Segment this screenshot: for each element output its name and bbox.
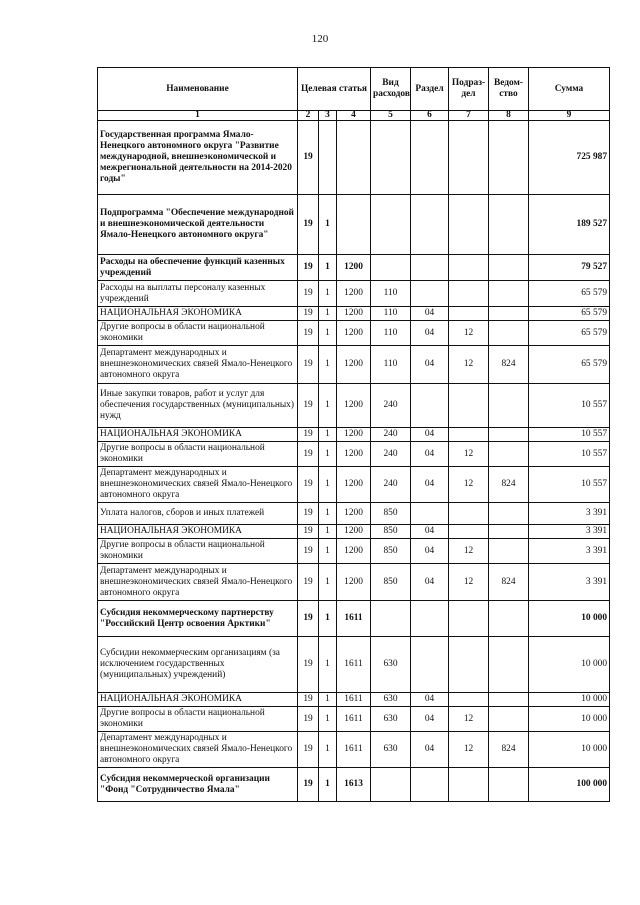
- page-number: 120: [311, 33, 329, 45]
- amount-cell: 10 557: [529, 442, 610, 467]
- expense-type-cell: 110: [371, 307, 411, 321]
- section-cell: [411, 637, 449, 693]
- target-subprogram-cell: 1: [319, 525, 337, 539]
- target-program-cell: 19: [298, 768, 319, 802]
- table-row: [98, 707, 610, 732]
- subsection-cell: [449, 503, 489, 525]
- expense-type-cell: 240: [371, 467, 411, 503]
- target-direction-cell: 1200: [337, 467, 371, 503]
- table-row: [98, 307, 610, 321]
- subsection-cell: [449, 525, 489, 539]
- column-number: 6: [411, 111, 449, 121]
- target-direction-cell: 1200: [337, 525, 371, 539]
- amount-cell: 10 000: [529, 693, 610, 707]
- section-cell: 04: [411, 321, 449, 346]
- target-direction-cell: 1200: [337, 428, 371, 442]
- section-cell: [411, 121, 449, 195]
- target-direction-cell: [337, 121, 371, 195]
- row-name-cell: Департамент международных и внешнеэкономических связей Ямало-Ненецкого автономного округа: [98, 467, 298, 503]
- expense-type-cell: [371, 601, 411, 637]
- table-row: [98, 384, 610, 428]
- target-program-cell: 19: [298, 195, 319, 255]
- subsection-cell: [449, 768, 489, 802]
- subsection-cell: 12: [449, 442, 489, 467]
- header-subsection: Подраз-дел: [449, 68, 489, 111]
- target-program-cell: 19: [298, 307, 319, 321]
- section-cell: 04: [411, 346, 449, 384]
- column-number: 9: [529, 111, 610, 121]
- target-program-cell: 19: [298, 693, 319, 707]
- row-name-cell: НАЦИОНАЛЬНАЯ ЭКОНОМИКА: [98, 428, 298, 442]
- subsection-cell: 12: [449, 539, 489, 564]
- amount-cell: 725 987: [529, 121, 610, 195]
- row-name-cell: Иные закупки товаров, работ и услуг для обеспечения государственных (муниципальных) нужд: [98, 384, 298, 428]
- section-cell: 04: [411, 732, 449, 768]
- department-cell: [489, 307, 529, 321]
- target-subprogram-cell: 1: [319, 255, 337, 281]
- department-cell: 824: [489, 467, 529, 503]
- amount-cell: 100 000: [529, 768, 610, 802]
- expense-type-cell: 110: [371, 321, 411, 346]
- target-program-cell: 19: [298, 442, 319, 467]
- column-number: 7: [449, 111, 489, 121]
- header-amount: Сумма: [529, 68, 610, 111]
- amount-cell: 3 391: [529, 564, 610, 601]
- column-number: 1: [98, 111, 298, 121]
- target-program-cell: 19: [298, 384, 319, 428]
- table-row: [98, 525, 610, 539]
- target-direction-cell: 1200: [337, 564, 371, 601]
- row-name-cell: Уплата налогов, сборов и иных платежей: [98, 503, 298, 525]
- header-section: Раздел: [411, 68, 449, 111]
- budget-table: [97, 67, 610, 802]
- table-row: [98, 637, 610, 693]
- target-subprogram-cell: 1: [319, 281, 337, 307]
- row-name-cell: Другие вопросы в области национальной экономики: [98, 539, 298, 564]
- department-cell: 824: [489, 346, 529, 384]
- row-name-cell: НАЦИОНАЛЬНАЯ ЭКОНОМИКА: [98, 525, 298, 539]
- subsection-cell: [449, 693, 489, 707]
- target-subprogram-cell: 1: [319, 707, 337, 732]
- target-direction-cell: 1200: [337, 321, 371, 346]
- subsection-cell: 12: [449, 564, 489, 601]
- department-cell: [489, 195, 529, 255]
- subsection-cell: 12: [449, 467, 489, 503]
- target-subprogram-cell: [319, 121, 337, 195]
- expense-type-cell: 850: [371, 539, 411, 564]
- department-cell: [489, 637, 529, 693]
- target-subprogram-cell: 1: [319, 503, 337, 525]
- target-program-cell: 19: [298, 601, 319, 637]
- amount-cell: 3 391: [529, 539, 610, 564]
- expense-type-cell: 110: [371, 281, 411, 307]
- expense-type-cell: 850: [371, 503, 411, 525]
- expense-type-cell: [371, 121, 411, 195]
- amount-cell: 3 391: [529, 525, 610, 539]
- target-program-cell: 19: [298, 346, 319, 384]
- subsection-cell: [449, 428, 489, 442]
- target-subprogram-cell: 1: [319, 768, 337, 802]
- target-program-cell: 19: [298, 467, 319, 503]
- department-cell: [489, 539, 529, 564]
- department-cell: [489, 503, 529, 525]
- target-direction-cell: [337, 195, 371, 255]
- row-name-cell: Департамент международных и внешнеэкономических связей Ямало-Ненецкого автономного округа: [98, 732, 298, 768]
- header-target-article: Целевая статья: [298, 68, 371, 111]
- target-direction-cell: 1200: [337, 346, 371, 384]
- expense-type-cell: 240: [371, 428, 411, 442]
- section-cell: [411, 255, 449, 281]
- table-row: [98, 346, 610, 384]
- column-number: 2: [298, 111, 319, 121]
- section-cell: 04: [411, 428, 449, 442]
- target-subprogram-cell: 1: [319, 384, 337, 428]
- department-cell: [489, 442, 529, 467]
- table-row: [98, 442, 610, 467]
- department-cell: [489, 255, 529, 281]
- subsection-cell: 12: [449, 732, 489, 768]
- expense-type-cell: 630: [371, 637, 411, 693]
- table-row: [98, 428, 610, 442]
- row-name-cell: Другие вопросы в области национальной экономики: [98, 442, 298, 467]
- subsection-cell: [449, 255, 489, 281]
- section-cell: 04: [411, 707, 449, 732]
- amount-cell: 10 557: [529, 384, 610, 428]
- target-program-cell: 19: [298, 707, 319, 732]
- amount-cell: 10 000: [529, 601, 610, 637]
- table-body: [98, 121, 610, 802]
- table-row: [98, 281, 610, 307]
- department-cell: [489, 768, 529, 802]
- column-number: 5: [371, 111, 411, 121]
- row-name-cell: Департамент международных и внешнеэкономических связей Ямало-Ненецкого автономного округа: [98, 346, 298, 384]
- header-row: [98, 68, 610, 111]
- target-program-cell: 19: [298, 121, 319, 195]
- section-cell: 04: [411, 564, 449, 601]
- amount-cell: 65 579: [529, 307, 610, 321]
- target-subprogram-cell: 1: [319, 307, 337, 321]
- table-row: [98, 467, 610, 503]
- target-direction-cell: 1200: [337, 503, 371, 525]
- section-cell: 04: [411, 467, 449, 503]
- target-subprogram-cell: 1: [319, 321, 337, 346]
- target-direction-cell: 1611: [337, 707, 371, 732]
- target-subprogram-cell: 1: [319, 732, 337, 768]
- column-number: 3: [319, 111, 337, 121]
- section-cell: [411, 195, 449, 255]
- amount-cell: 10 000: [529, 637, 610, 693]
- section-cell: [411, 503, 449, 525]
- target-direction-cell: 1200: [337, 384, 371, 428]
- target-subprogram-cell: 1: [319, 467, 337, 503]
- expense-type-cell: 240: [371, 384, 411, 428]
- section-cell: [411, 768, 449, 802]
- target-program-cell: 19: [298, 428, 319, 442]
- subsection-cell: [449, 307, 489, 321]
- target-program-cell: 19: [298, 732, 319, 768]
- row-name-cell: Расходы на обеспечение функций казенных учреждений: [98, 255, 298, 281]
- target-program-cell: 19: [298, 503, 319, 525]
- target-program-cell: 19: [298, 637, 319, 693]
- expense-type-cell: [371, 195, 411, 255]
- department-cell: [489, 121, 529, 195]
- header-expense-type: Вид расходов: [371, 68, 411, 111]
- target-direction-cell: 1200: [337, 281, 371, 307]
- expense-type-cell: 630: [371, 693, 411, 707]
- subsection-cell: 12: [449, 346, 489, 384]
- department-cell: 824: [489, 732, 529, 768]
- table-row: [98, 564, 610, 601]
- section-cell: 04: [411, 442, 449, 467]
- amount-cell: 10 000: [529, 732, 610, 768]
- target-program-cell: 19: [298, 255, 319, 281]
- row-name-cell: Государственная программа Ямало-Ненецкого автономного округа "Развитие международной, внешнеэкономической и межрегиональной деятельности на 2014-2020 годы": [98, 121, 298, 195]
- table-row: [98, 195, 610, 255]
- section-cell: 04: [411, 539, 449, 564]
- row-name-cell: Другие вопросы в области национальной экономики: [98, 707, 298, 732]
- row-name-cell: Подпрограмма "Обеспечение международной и внешнеэкономической деятельности Ямало-Ненецкого автономного округа": [98, 195, 298, 255]
- section-cell: [411, 601, 449, 637]
- row-name-cell: НАЦИОНАЛЬНАЯ ЭКОНОМИКА: [98, 693, 298, 707]
- subsection-cell: 12: [449, 321, 489, 346]
- target-direction-cell: 1200: [337, 307, 371, 321]
- section-cell: 04: [411, 693, 449, 707]
- target-direction-cell: 1200: [337, 539, 371, 564]
- row-name-cell: Субсидия некоммерческому партнерству "Российский Центр освоения Арктики": [98, 601, 298, 637]
- amount-cell: 10 557: [529, 467, 610, 503]
- target-program-cell: 19: [298, 564, 319, 601]
- target-direction-cell: 1200: [337, 442, 371, 467]
- amount-cell: 65 579: [529, 281, 610, 307]
- target-subprogram-cell: 1: [319, 601, 337, 637]
- target-program-cell: 19: [298, 525, 319, 539]
- section-cell: [411, 384, 449, 428]
- table-row: [98, 121, 610, 195]
- target-subprogram-cell: 1: [319, 346, 337, 384]
- table-row: [98, 255, 610, 281]
- expense-type-cell: 240: [371, 442, 411, 467]
- row-name-cell: Другие вопросы в области национальной экономики: [98, 321, 298, 346]
- row-name-cell: Субсидия некоммерческой организации "Фонд "Сотрудничество Ямала": [98, 768, 298, 802]
- target-subprogram-cell: 1: [319, 564, 337, 601]
- target-subprogram-cell: 1: [319, 693, 337, 707]
- section-cell: 04: [411, 307, 449, 321]
- target-direction-cell: 1611: [337, 693, 371, 707]
- department-cell: [489, 281, 529, 307]
- expense-type-cell: 630: [371, 732, 411, 768]
- subsection-cell: [449, 281, 489, 307]
- section-cell: [411, 281, 449, 307]
- target-subprogram-cell: 1: [319, 442, 337, 467]
- expense-type-cell: [371, 255, 411, 281]
- department-cell: 824: [489, 564, 529, 601]
- department-cell: [489, 601, 529, 637]
- target-direction-cell: 1200: [337, 255, 371, 281]
- header-department: Ведом-ство: [489, 68, 529, 111]
- subsection-cell: [449, 637, 489, 693]
- target-direction-cell: 1611: [337, 637, 371, 693]
- table-row: [98, 503, 610, 525]
- row-name-cell: НАЦИОНАЛЬНАЯ ЭКОНОМИКА: [98, 307, 298, 321]
- row-name-cell: Департамент международных и внешнеэкономических связей Ямало-Ненецкого автономного округа: [98, 564, 298, 601]
- subsection-cell: 12: [449, 707, 489, 732]
- expense-type-cell: [371, 768, 411, 802]
- amount-cell: 79 527: [529, 255, 610, 281]
- target-program-cell: 19: [298, 321, 319, 346]
- section-cell: 04: [411, 525, 449, 539]
- target-program-cell: 19: [298, 539, 319, 564]
- table-row: [98, 768, 610, 802]
- subsection-cell: [449, 601, 489, 637]
- target-direction-cell: 1613: [337, 768, 371, 802]
- header-name: Наименование: [98, 68, 298, 111]
- department-cell: [489, 428, 529, 442]
- column-number-row: [98, 111, 610, 121]
- target-subprogram-cell: 1: [319, 539, 337, 564]
- amount-cell: 65 579: [529, 321, 610, 346]
- department-cell: [489, 707, 529, 732]
- department-cell: [489, 693, 529, 707]
- target-subprogram-cell: 1: [319, 195, 337, 255]
- amount-cell: 3 391: [529, 503, 610, 525]
- row-name-cell: Расходы на выплаты персоналу казенных учреждений: [98, 281, 298, 307]
- expense-type-cell: 850: [371, 525, 411, 539]
- amount-cell: 189 527: [529, 195, 610, 255]
- target-subprogram-cell: 1: [319, 428, 337, 442]
- target-subprogram-cell: 1: [319, 637, 337, 693]
- column-number: 8: [489, 111, 529, 121]
- table-row: [98, 601, 610, 637]
- target-direction-cell: 1611: [337, 732, 371, 768]
- table-row: [98, 539, 610, 564]
- expense-type-cell: 850: [371, 564, 411, 601]
- row-name-cell: Субсидии некоммерческим организациям (за исключением государственных (муниципальных) учреждений): [98, 637, 298, 693]
- table-row: [98, 693, 610, 707]
- amount-cell: 10 557: [529, 428, 610, 442]
- column-number: 4: [337, 111, 371, 121]
- subsection-cell: [449, 121, 489, 195]
- subsection-cell: [449, 384, 489, 428]
- department-cell: [489, 525, 529, 539]
- amount-cell: 10 000: [529, 707, 610, 732]
- table-row: [98, 321, 610, 346]
- amount-cell: 65 579: [529, 346, 610, 384]
- department-cell: [489, 321, 529, 346]
- subsection-cell: [449, 195, 489, 255]
- expense-type-cell: 110: [371, 346, 411, 384]
- expense-type-cell: 630: [371, 707, 411, 732]
- target-program-cell: 19: [298, 281, 319, 307]
- target-direction-cell: 1611: [337, 601, 371, 637]
- table-row: [98, 732, 610, 768]
- department-cell: [489, 384, 529, 428]
